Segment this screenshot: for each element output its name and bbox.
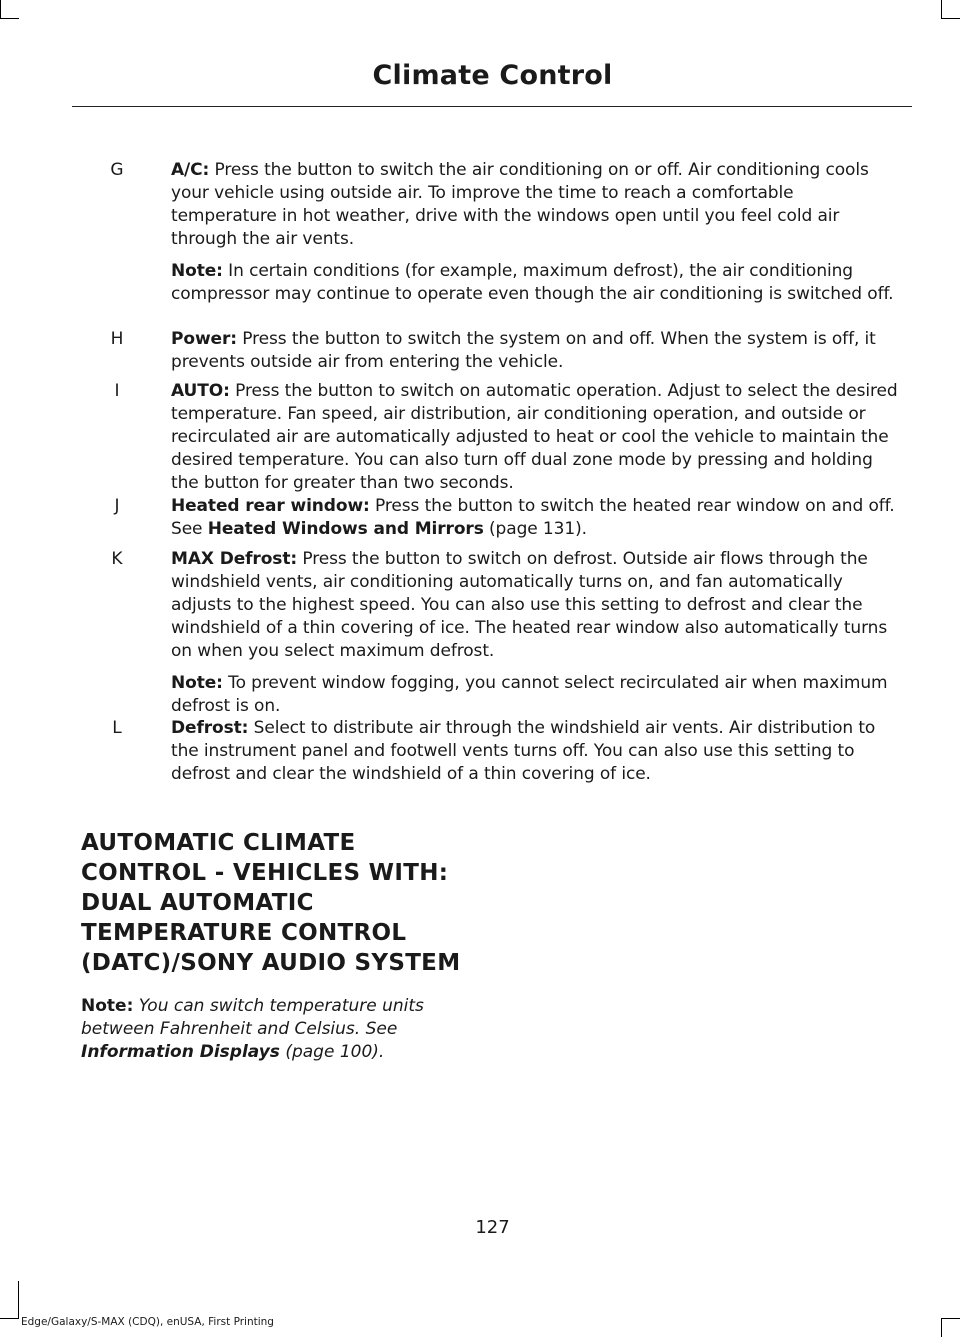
- entry-key: I: [114, 381, 120, 401]
- entry-i: [60, 380, 900, 495]
- note-text: To prevent window fogging, you cannot select recirculated air when maximum defrost is on.: [171, 673, 888, 716]
- entry-body: Press the button to switch on automatic operation. Adjust to select the desired temperature. Fan speed, air distribution, air conditioning operation, and outside or recirculated air are automatically adjusted to heat or cool the vehicle to maintain the desired temperature. You can also turn off dual zone mode by pressing and holding the button for greater than two seconds.: [171, 381, 898, 493]
- entry-body: Press the button to switch the air conditioning on or off. Air conditioning cools your vehicle using outside air. To improve the time to reach a comfortable temperature in hot weather, drive with the windows open until you feel cold air through the air vents.: [171, 160, 869, 249]
- crop-mark: [0, 18, 19, 19]
- reference-page: (page 100).: [279, 1042, 385, 1062]
- crop-mark: [0, 1318, 19, 1319]
- entry-note: [171, 672, 900, 718]
- entry-text: [171, 159, 900, 306]
- crop-mark: [0, 0, 1, 19]
- entry-text: [171, 495, 900, 541]
- entry-body: Press the button to switch the heated rear window on and off. See: [171, 496, 895, 539]
- header-divider: [72, 106, 912, 107]
- crop-mark: [18, 1281, 19, 1319]
- page-title: Climate Control: [372, 60, 613, 91]
- crop-mark: [941, 1318, 960, 1319]
- entry-g: [60, 159, 900, 306]
- entry-term: AUTO:: [171, 381, 230, 401]
- entry-note: [171, 260, 900, 306]
- entry-text: [171, 548, 900, 718]
- cross-reference-link[interactable]: Information Displays: [81, 1042, 280, 1062]
- entry-text: [171, 717, 900, 786]
- entry-key: J: [114, 496, 120, 516]
- crop-mark: [941, 1318, 942, 1337]
- note-label: Note:: [171, 673, 223, 693]
- section-heading-line: CONTROL - VEHICLES WITH:: [81, 860, 449, 886]
- entry-key: G: [110, 160, 124, 180]
- crop-mark: [941, 0, 942, 19]
- entry-term: Defrost:: [171, 718, 249, 738]
- entry-text: [171, 328, 900, 374]
- note-label: Note:: [81, 996, 134, 1016]
- section-heading-line: (DATC)/SONY AUDIO SYSTEM: [81, 950, 461, 976]
- footer-printing-info: Edge/Galaxy/S-MAX (CDQ), enUSA, First Printing: [21, 1316, 274, 1328]
- entry-text: [171, 380, 900, 495]
- entry-term: MAX Defrost:: [171, 549, 298, 569]
- crop-mark: [941, 18, 960, 19]
- entry-l: [60, 717, 900, 786]
- entry-body: Select to distribute air through the windshield air vents. Air distribution to the instrument panel and footwell vents turns off. You can also use this setting to defrost and clear the windshield of a thin covering of ice.: [171, 718, 876, 784]
- note-text: You can switch temperature units between Fahrenheit and Celsius. See: [81, 996, 424, 1039]
- note-label: Note:: [171, 261, 223, 281]
- entry-term: Power:: [171, 329, 237, 349]
- entry-body: Press the button to switch the system on and off. When the system is off, it prevents outside air from entering the vehicle.: [171, 329, 876, 372]
- cross-reference-link[interactable]: Heated Windows and Mirrors: [207, 519, 484, 539]
- entry-j: [60, 495, 900, 541]
- entry-h: [60, 328, 900, 374]
- entry-key: L: [112, 718, 122, 738]
- page-number: 127: [475, 1217, 510, 1238]
- entry-term: A/C:: [171, 160, 210, 180]
- section-heading-line: AUTOMATIC CLIMATE: [81, 830, 356, 856]
- entry-term: Heated rear window:: [171, 496, 370, 516]
- entry-key: H: [110, 329, 124, 349]
- reference-page: (page 131).: [483, 519, 587, 539]
- entry-body: Press the button to switch on defrost. Outside air flows through the windshield vents, air conditioning automatically turns on, and fan automatically adjusts to the highest speed. You can also use this setting to defrost and clear the windshield of a thin covering of ice. The heated rear window also automatically turns on when you select maximum defrost.: [171, 549, 888, 661]
- note-text: In certain conditions (for example, maximum defrost), the air conditioning compressor may continue to operate even though the air conditioning is switched off.: [171, 261, 894, 304]
- entry-key: K: [111, 549, 123, 569]
- entry-k: [60, 548, 900, 718]
- section-note: [81, 995, 461, 1064]
- section-heading-line: TEMPERATURE CONTROL: [81, 920, 407, 946]
- section-heading: [81, 828, 501, 978]
- section-heading-line: DUAL AUTOMATIC: [81, 890, 314, 916]
